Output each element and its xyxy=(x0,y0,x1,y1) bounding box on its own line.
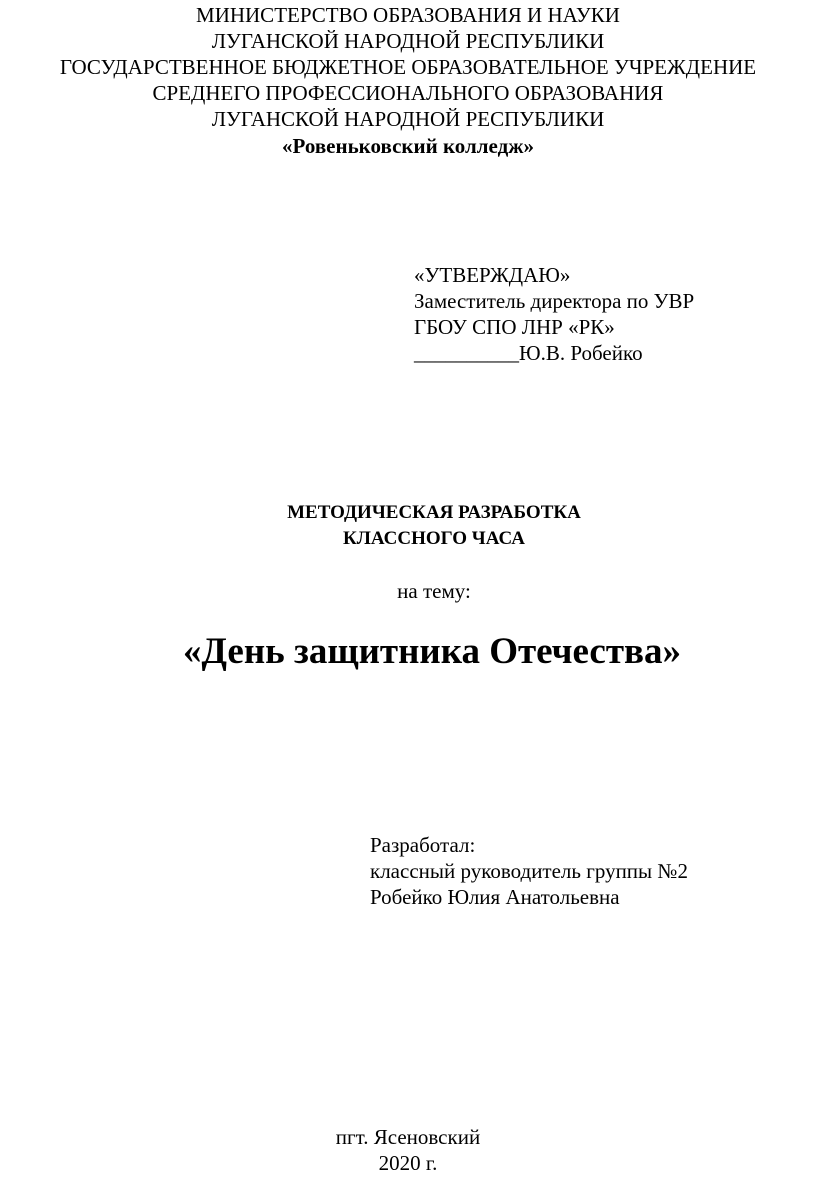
header-republic-line: ЛУГАНСКОЙ НАРОДНОЙ РЕСПУБЛИКИ xyxy=(211,29,605,53)
author-role: классный руководитель группы №2 xyxy=(370,859,688,883)
header-institution-line: ГОСУДАРСТВЕННОЕ БЮДЖЕТНОЕ ОБРАЗОВАТЕЛЬНОЕ УЧРЕЖДЕНИЕ xyxy=(59,55,757,79)
footer-year: 2020 г. xyxy=(378,1151,438,1175)
approval-position: Заместитель директора по УВР xyxy=(414,289,695,313)
document-title-line-1: МЕТОДИЧЕСКАЯ РАЗРАБОТКА xyxy=(287,502,581,523)
approval-heading: «УТВЕРЖДАЮ» xyxy=(414,263,571,287)
topic-title: «День защитника Отечества» xyxy=(183,631,681,672)
approval-signature-line: __________Ю.В. Робейко xyxy=(414,341,643,365)
college-name: «Ровеньковский колледж» xyxy=(282,134,534,158)
topic-label: на тему: xyxy=(397,579,471,603)
header-education-line: СРЕДНЕГО ПРОФЕССИОНАЛЬНОГО ОБРАЗОВАНИЯ xyxy=(152,81,664,105)
footer-place: пгт. Ясеновский xyxy=(335,1125,481,1149)
document-title-line-2: КЛАССНОГО ЧАСА xyxy=(342,528,526,549)
header-republic-line-2: ЛУГАНСКОЙ НАРОДНОЙ РЕСПУБЛИКИ xyxy=(211,107,605,131)
author-label: Разработал: xyxy=(370,833,476,857)
author-name: Робейко Юлия Анатольевна xyxy=(370,885,620,909)
header-ministry-line: МИНИСТЕРСТВО ОБРАЗОВАНИЯ И НАУКИ xyxy=(196,3,620,27)
approval-organization: ГБОУ СПО ЛНР «РК» xyxy=(414,315,615,339)
